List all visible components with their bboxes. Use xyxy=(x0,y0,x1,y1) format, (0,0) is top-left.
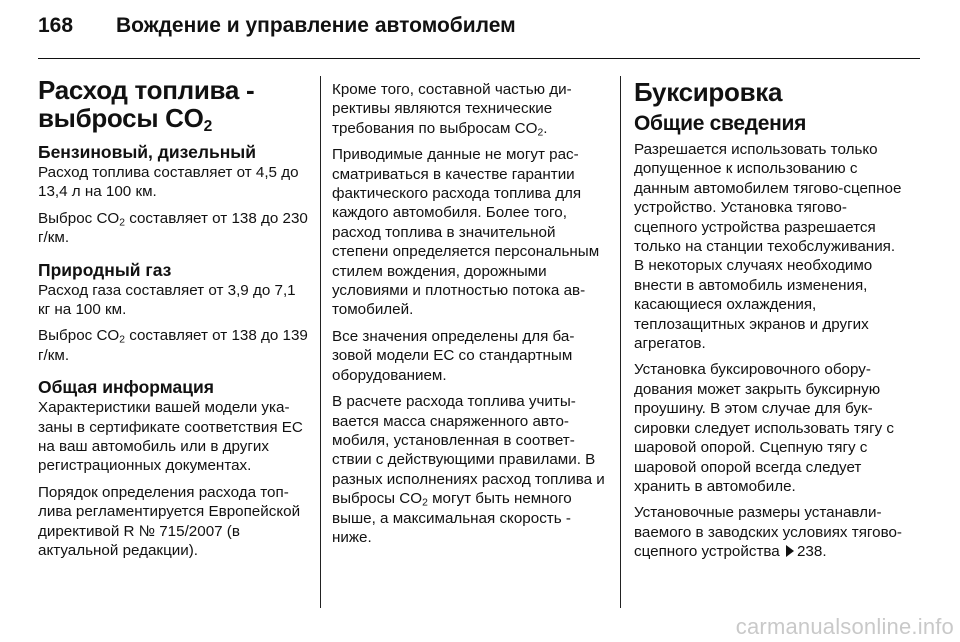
paragraph: Расход газа составляет от 3,9 до 7,1 кг на 100 км. xyxy=(38,281,296,319)
heading-petrol: Бензиновый, дизельный xyxy=(38,142,256,162)
column-3 xyxy=(634,78,906,569)
paragraph: Установочные размеры устанавливаемого в заводских условиях тягово-сцепного устройства 238. xyxy=(634,504,902,561)
paragraph: Выброс $CO_2$ составляет от 138 до 230 г/км. xyxy=(38,209,308,247)
title-line-1: Расход топлива - xyxy=(38,75,255,105)
paragraph: Все значения определены для базовой модели ЕС со стандартным оборудованием. xyxy=(332,327,575,384)
header-divider xyxy=(38,58,920,59)
watermark: carmanualsonline.info xyxy=(735,614,954,639)
section-title-fuel xyxy=(38,75,308,135)
paragraph: Порядок определения расхода топлива регламентируется Европейской директивой R № 715/2007 (в актуальной редакции). xyxy=(38,483,301,560)
subscript: 2 xyxy=(203,117,212,135)
column-2 xyxy=(332,80,606,554)
paragraph: Расход топлива составляет от 4,5 до 13,4 л на 100 км. xyxy=(38,164,299,201)
page-reference-link[interactable]: 238. xyxy=(796,543,827,561)
paragraph: Кроме того, составной частью директивы являются технические требования по выбросам $CO_2$. xyxy=(332,81,572,139)
paragraph: Характеристики вашей модели указаны в сертификате соответствия ЕС на ваш автомобиль или в других регистрационных документах. xyxy=(38,399,303,475)
subsection-general xyxy=(38,377,308,560)
section-title-towing: Буксировка xyxy=(634,77,783,107)
page-number: 168 xyxy=(38,14,74,37)
subsection-petrol xyxy=(38,142,308,248)
subsection-title-general: Общие сведения xyxy=(634,112,807,135)
column-divider-1 xyxy=(320,76,321,608)
subsection-gas xyxy=(38,260,308,366)
column-divider-2 xyxy=(620,76,621,608)
page-ref-arrow-icon xyxy=(786,545,794,557)
paragraph: В расчете расхода топлива учитывается масса снаряженного автомобиля, установленная в соответствии с действующими правилами. В разных исполнениях расход топлива и выбросы $CO_2$ могут быть немного выше, а максимальная скорость - ниже. xyxy=(332,393,605,546)
paragraph: Установка буксировочного оборудования может закрыть буксирную проушину. В этом случае для буксировки следует использовать тягу с шаровой опорой. Сцепную тягу с шаровой опорой всегда следует хранить в автомобиле. xyxy=(634,361,895,495)
heading-gas: Природный газ xyxy=(38,259,172,280)
paragraph: Разрешается использовать только допущенное к использованию с данным автомобилем тягово-сцепное устройство. Установка тягово-сцепного устройства разрешается только на станции техобслуживания. В некоторых случаях необходимо внести в автомобиль изменения, касающиеся охлаждения, теплозащитных экранов и других агрегатов. xyxy=(634,141,902,353)
paragraph: Выброс $CO_2$ составляет от 138 до 139 г/км. xyxy=(38,327,308,364)
column-1 xyxy=(38,76,308,568)
paragraph: Приводимые данные не могут рассматриваться в качестве гарантии фактического расхода топлива для каждого автомобиля. Более того, расход топлива в значительной степени определяется персональным стилем вождения, дорожными условиями и плотностью потока автомобилей. xyxy=(332,146,600,319)
heading-general: Общая информация xyxy=(38,377,214,398)
chapter-title: Вождение и управление автомобилем xyxy=(116,14,516,37)
title-line-2: выбросы CO xyxy=(38,103,204,133)
page-header xyxy=(38,14,920,54)
